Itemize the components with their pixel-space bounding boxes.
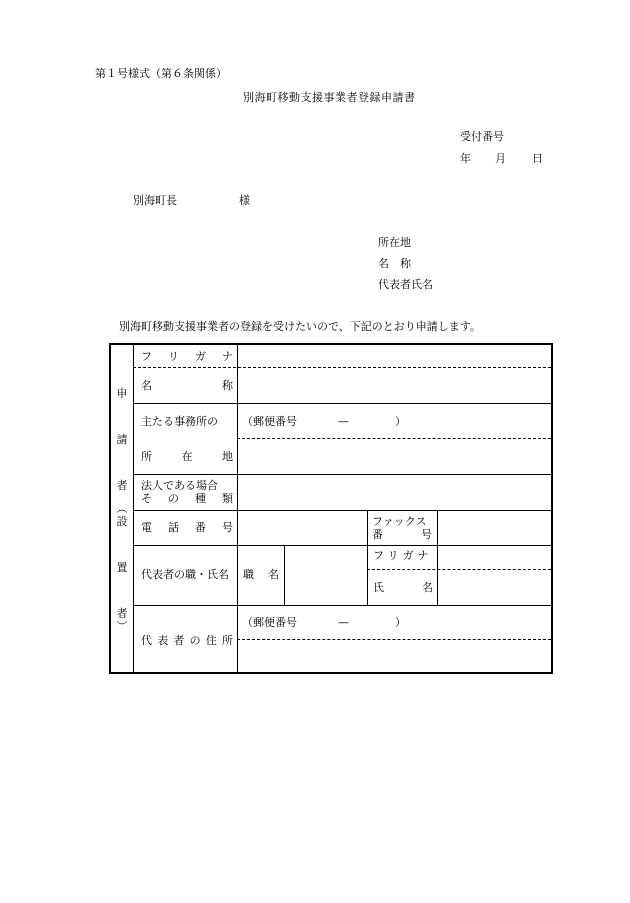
- rep-postal-code-dash: —: [338, 616, 349, 629]
- corp-type-field[interactable]: [241, 477, 547, 507]
- corp-type-char: 類: [222, 492, 233, 505]
- furigana-separator: [133, 367, 551, 368]
- rep-furigana-separator: [367, 569, 551, 570]
- rep-name-char: 名: [422, 581, 433, 594]
- row-separator: [133, 474, 551, 475]
- corp-type-char: そ: [141, 492, 152, 505]
- addressee-honorific: 様: [239, 194, 250, 207]
- rep-name-char: 氏: [373, 581, 384, 594]
- position-field[interactable]: [288, 548, 364, 602]
- name-char: 称: [222, 379, 233, 392]
- rep-postal-code-label: （郵便番号: [242, 616, 297, 629]
- furigana-char: フ: [141, 350, 152, 363]
- document-title: 別海町移動支援事業者登録申請書: [243, 91, 416, 104]
- date-year-label: 年: [460, 152, 471, 165]
- rep-address-char: の: [189, 634, 201, 647]
- corp-type-char: 種: [195, 492, 206, 505]
- side-label-char: 者: [116, 607, 128, 620]
- rep-address-label: [141, 635, 233, 646]
- position-divider-left: [284, 545, 285, 605]
- receipt-number-label: 受付番号: [460, 130, 504, 143]
- row-separator: [133, 403, 551, 404]
- phone-char: 電: [141, 521, 152, 534]
- side-label-char: 者: [116, 479, 128, 492]
- phone-fax-divider-left: [367, 510, 368, 545]
- side-label-char: 設: [116, 515, 128, 528]
- side-label-char: 申: [116, 387, 128, 400]
- side-label-paren-open: ︵: [116, 502, 128, 515]
- phone-fax-divider-right: [437, 510, 438, 545]
- corp-type-label-line2: [141, 493, 233, 504]
- rep-furigana-label: フリガナ: [373, 549, 433, 562]
- fax-char: 号: [421, 528, 432, 541]
- position-divider-right: [367, 545, 368, 605]
- applicant-name-label: 名 称: [378, 257, 411, 270]
- rep-address-separator: [237, 639, 551, 640]
- side-label-paren-close: ︶: [116, 620, 128, 633]
- phone-label: [141, 522, 233, 533]
- corp-type-char: の: [168, 492, 179, 505]
- row-separator: [133, 545, 551, 546]
- rep-address-field[interactable]: [241, 642, 547, 670]
- office-separator: [237, 438, 551, 439]
- fax-char: 番: [372, 528, 383, 541]
- application-table: [109, 343, 553, 674]
- name-label: [141, 380, 233, 391]
- location-char: 所: [141, 450, 152, 463]
- intro-text: 別海町移動支援事業者の登録を受けたいので、下記のとおり申請します。: [119, 320, 481, 333]
- form-number: 第１号様式（第６条関係）: [95, 67, 227, 80]
- fax-field[interactable]: [441, 513, 547, 543]
- furigana-char: ガ: [195, 350, 206, 363]
- rep-name-field[interactable]: [441, 573, 547, 603]
- postal-code-close: ）: [395, 415, 406, 428]
- applicant-address-label: 所在地: [378, 236, 411, 249]
- position-char: 名: [268, 568, 279, 581]
- furigana-label: [141, 351, 233, 362]
- date-day-label: 日: [532, 152, 543, 165]
- name-char: 名: [141, 379, 152, 392]
- phone-char: 番: [195, 521, 206, 534]
- location-label: [141, 451, 233, 462]
- name-field[interactable]: [241, 370, 547, 400]
- office-address-field[interactable]: [241, 442, 547, 472]
- furigana-char: ナ: [222, 350, 233, 363]
- rep-name-divider: [437, 545, 438, 605]
- location-char: 在: [181, 450, 193, 463]
- rep-address-char: 者: [173, 634, 185, 647]
- rep-address-char: 住: [205, 634, 217, 647]
- postal-code-label: （郵便番号: [242, 415, 297, 428]
- rep-furigana-field[interactable]: [441, 548, 547, 566]
- phone-char: 話: [168, 521, 179, 534]
- side-column-divider: [133, 345, 134, 672]
- office-label: 主たる事務所の: [141, 415, 218, 428]
- postal-code-dash: —: [338, 415, 349, 428]
- position-char: 職: [243, 568, 254, 581]
- phone-char: 号: [222, 521, 233, 534]
- furigana-field[interactable]: [241, 347, 547, 365]
- furigana-char: リ: [168, 350, 179, 363]
- applicant-rep-label: 代表者氏名: [378, 278, 433, 291]
- phone-field[interactable]: [241, 513, 363, 543]
- date-month-label: 月: [495, 152, 506, 165]
- addressee-name: 別海町長: [133, 194, 177, 207]
- rep-name-label: [373, 582, 433, 593]
- rep-address-char: 表: [157, 634, 169, 647]
- label-column-divider: [237, 345, 238, 672]
- location-char: 地: [222, 450, 233, 463]
- side-label-char: 請: [116, 433, 128, 446]
- rep-address-char: 代: [141, 634, 152, 647]
- rep-postal-code-close: ）: [395, 616, 406, 629]
- corp-type-label-line1: 法人である場合: [141, 479, 218, 492]
- row-separator: [133, 510, 551, 511]
- rep-position-name-label: 代表者の職・氏名: [141, 568, 229, 581]
- fax-label-line1: ファックス: [372, 515, 427, 528]
- fax-label-line2: [372, 529, 432, 540]
- side-label-char: 置: [116, 561, 128, 574]
- rep-address-char: 所: [221, 634, 233, 647]
- position-label: [243, 569, 279, 580]
- row-separator: [133, 605, 551, 606]
